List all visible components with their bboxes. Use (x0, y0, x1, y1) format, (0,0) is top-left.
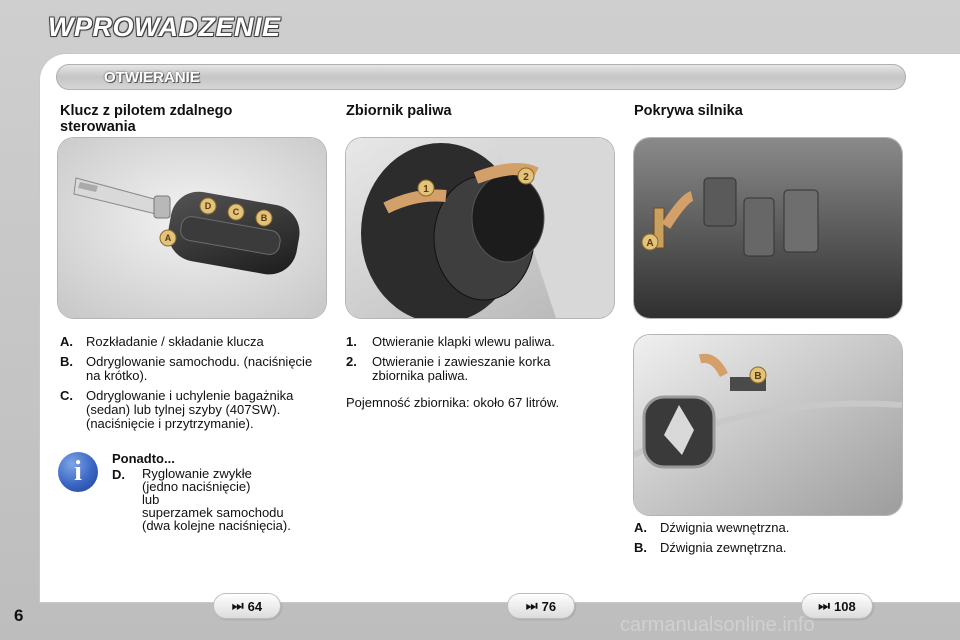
tank-label-2: 2 (523, 172, 529, 183)
bonnet-label-a: A (646, 238, 654, 249)
key-label-a: A (164, 233, 172, 243)
tank-capacity-note: Pojemność zbiornika: około 67 litrów. (346, 395, 560, 410)
ref-page-number: 76 (541, 598, 557, 614)
page-number: 6 (14, 606, 24, 625)
key-heading: Klucz z pilotem zdalnego sterowania (60, 103, 233, 135)
bonnet-legend (634, 521, 894, 561)
next-page-icon: ⏭ (231, 598, 244, 613)
key-image (58, 138, 326, 318)
tank-legend (346, 335, 606, 389)
bonnet-exterior-image (634, 335, 902, 515)
bonnet-label-b: B (754, 371, 762, 382)
ref-page-number: 64 (247, 598, 263, 614)
tank-image (346, 138, 614, 318)
bonnet-item-a: A. Dźwignia wewnętrzna. (634, 520, 790, 535)
tank-item-2: 2. Otwieranie i zawieszanie korka zbiornika paliwa. (346, 354, 551, 383)
key-item-a: A. Rozkładanie / składanie klucza (60, 334, 264, 349)
watermark: carmanualsonline.info (620, 614, 815, 636)
bonnet-heading: Pokrywa silnika (634, 103, 743, 119)
info-icon: i (58, 452, 98, 492)
key-label-b: B (260, 213, 268, 223)
info-title: Ponadto... (112, 451, 175, 466)
key-label-d: D (204, 201, 212, 211)
tank-item-1: 1. Otwieranie klapki wlewu paliwa. (346, 334, 555, 349)
info-text: Ryglowanie zwykłe (jedno naciśnięcie) lub superzamek samochodu (dwa kolejne naciśnięcia). (142, 466, 291, 533)
bonnet-interior-image (634, 138, 902, 318)
next-page-icon: ⏭ (525, 598, 538, 613)
section-title: OTWIERANIE (104, 69, 200, 86)
page-title: WPROWADZENIE (48, 12, 281, 42)
key-legend (60, 335, 330, 437)
info-key: D. (112, 467, 125, 482)
ref-page-number: 108 (834, 598, 856, 614)
ref-page-64[interactable] (214, 594, 280, 618)
tank-heading: Zbiornik paliwa (346, 103, 452, 119)
tank-label-1: 1 (423, 184, 429, 195)
key-item-b: B. Odryglowanie samochodu. (naciśnięcie na krótko). (60, 354, 313, 383)
ref-page-76[interactable] (508, 594, 574, 618)
key-label-c: C (232, 207, 240, 217)
key-item-c: C. Odryglowanie i uchylenie bagażnika (sedan) lub tylnej szyby (407SW). (naciśnięcie i przytrzymanie). (60, 388, 294, 431)
bonnet-item-b: B. Dźwignia zewnętrzna. (634, 540, 787, 555)
next-page-icon: ⏭ (818, 598, 830, 613)
